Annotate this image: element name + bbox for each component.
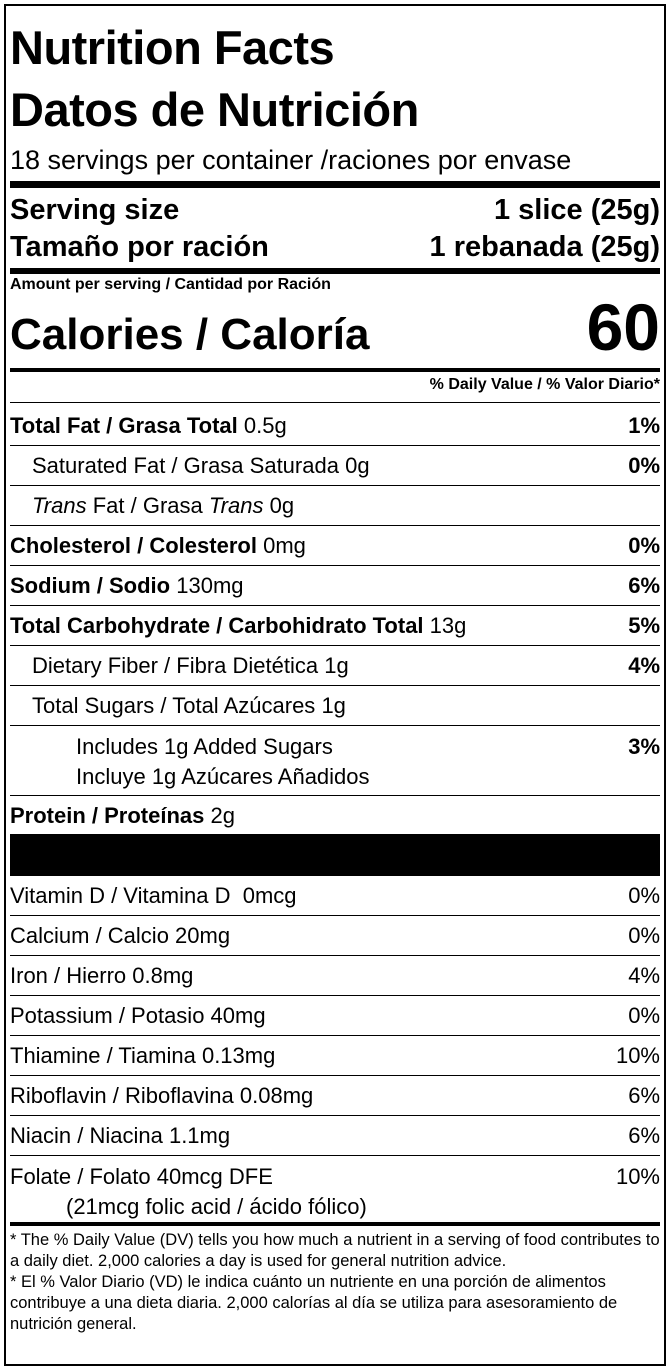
nutrient-amount: 130mg xyxy=(176,573,244,598)
nutrient-percent: 4% xyxy=(628,653,660,678)
medium-divider xyxy=(10,368,660,372)
nutrient-percent: 3% xyxy=(628,734,660,759)
vitamin-row-riboflavin xyxy=(10,1076,660,1116)
nutrient-percent: 0% xyxy=(628,533,660,558)
trans-word: Trans xyxy=(32,493,87,518)
nutrient-row-sodium xyxy=(10,566,660,606)
nutrient-amount: 0mg xyxy=(263,533,306,558)
nutrient-row-added-sugars xyxy=(10,726,660,796)
vitamin-row-potassium xyxy=(10,996,660,1036)
footnote-english: * The % Daily Value (DV) tells you how much a nutrient in a serving of food contributes to a daily diet. 2,000 calories a day is used for general nutrition advice. xyxy=(10,1231,660,1270)
nutrient-amount: 13g xyxy=(429,613,467,638)
vitamin-text: Riboflavin / Riboflavina 0.08mg xyxy=(10,1083,314,1108)
amount-per-serving: Amount per serving / Cantidad por Ración xyxy=(10,276,331,293)
nutrition-facts-label xyxy=(4,4,666,1366)
trans-word: Trans xyxy=(208,493,264,518)
nutrient-percent: 0% xyxy=(628,453,660,478)
vitamin-text: Thiamine / Tiamina 0.13mg xyxy=(10,1043,276,1068)
serving-size-value: 1 slice (25g) xyxy=(493,194,660,226)
nutrient-name: Total Fat / Grasa Total xyxy=(10,413,238,438)
footnote-spanish: * El % Valor Diario (VD) le indica cuánto un nutriente en una porción de alimentos contribuye a una dieta diaria. 2,000 calorías al día se utiliza para asesoramiento de nutrición general. xyxy=(10,1273,618,1333)
vitamin-row-iron xyxy=(10,956,660,996)
vitamin-row-folate xyxy=(10,1156,660,1220)
vitamin-text: Vitamin D / Vitamina D 0mcg xyxy=(10,883,297,908)
daily-value-header: % Daily Value / % Valor Diario* xyxy=(429,376,660,393)
vitamin-percent: 10% xyxy=(615,1164,660,1189)
title-english: Nutrition Facts xyxy=(10,21,335,74)
servings-per-container: 18 servings per container /raciones por envase xyxy=(10,145,572,175)
thick-divider xyxy=(10,268,660,274)
vitamin-text: Folate / Folato 40mcg DFE xyxy=(10,1164,273,1189)
vitamin-row-vitamin-d xyxy=(10,876,660,916)
nutrient-row-dietary-fiber xyxy=(10,646,660,686)
tamano-label: Tamaño por ración xyxy=(10,231,269,263)
added-sugars-spanish: Incluye 1g Azúcares Añadidos xyxy=(76,764,370,789)
vitamin-text: Niacin / Niacina 1.1mg xyxy=(10,1123,231,1148)
vitamin-row-thiamine xyxy=(10,1036,660,1076)
vitamin-percent: 0% xyxy=(628,923,660,948)
nutrient-percent: 6% xyxy=(628,573,660,598)
vitamin-text: Potassium / Potasio 40mg xyxy=(10,1003,266,1028)
added-sugars-english: Includes 1g Added Sugars xyxy=(76,734,333,759)
thick-black-bar xyxy=(10,834,660,876)
tamano-value: 1 rebanada (25g) xyxy=(429,231,660,263)
nutrient-amount: 0.5g xyxy=(243,413,287,438)
tamano-row xyxy=(10,229,660,265)
nutrient-name: Cholesterol / Colesterol xyxy=(10,533,257,558)
nutrient-amount: 0g xyxy=(345,453,370,478)
nutrient-row-trans-fat xyxy=(10,486,660,526)
vitamin-percent: 4% xyxy=(628,963,660,988)
nutrient-row-total-carbohydrate xyxy=(10,606,660,646)
thick-divider xyxy=(10,181,660,188)
calories-label: Calories / Caloría xyxy=(10,310,370,359)
nutrient-row-cholesterol xyxy=(10,526,660,566)
nutrient-row-saturated-fat xyxy=(10,446,660,486)
serving-size-label: Serving size xyxy=(10,194,180,226)
vitamin-text: Calcium / Calcio 20mg xyxy=(10,923,231,948)
title-spanish: Datos de Nutrición xyxy=(10,83,419,136)
nutrient-amount: 1g xyxy=(321,693,346,718)
nutrient-amount: 0g xyxy=(269,493,295,518)
nutrient-amount: 2g xyxy=(210,803,235,828)
nutrient-name: Sodium / Sodio xyxy=(10,573,171,598)
vitamin-percent: 0% xyxy=(628,1003,660,1028)
nutrient-name: Total Carbohydrate / Carbohidrato Total xyxy=(10,613,424,638)
medium-divider xyxy=(10,1222,660,1226)
vitamin-row-calcium xyxy=(10,916,660,956)
nutrient-percent: 1% xyxy=(628,413,660,438)
nutrient-row-total-fat xyxy=(10,406,660,446)
nutrient-name: Total Sugars / Total Azúcares xyxy=(32,693,316,718)
vitamin-percent: 6% xyxy=(628,1123,660,1148)
vitamin-percent: 0% xyxy=(628,883,660,908)
nutrient-row-protein xyxy=(10,796,660,836)
calories-value: 60 xyxy=(586,290,660,364)
nutrient-percent: 5% xyxy=(628,613,660,638)
vitamin-text: Iron / Hierro 0.8mg xyxy=(10,963,194,988)
vitamin-percent: 6% xyxy=(628,1083,660,1108)
divider xyxy=(10,402,660,403)
folate-sub-text: (21mcg folic acid / ácido fólico) xyxy=(66,1194,367,1219)
trans-fat-text: Fat / Grasa xyxy=(86,493,209,518)
serving-size-row xyxy=(10,192,660,228)
vitamin-row-niacin xyxy=(10,1116,660,1156)
nutrient-amount: 1g xyxy=(324,653,349,678)
nutrient-row-total-sugars xyxy=(10,686,660,726)
nutrient-name: Saturated Fat / Grasa Saturada xyxy=(32,453,339,478)
vitamin-percent: 10% xyxy=(615,1043,660,1068)
nutrient-name: Protein / Proteínas xyxy=(10,803,205,828)
footnote xyxy=(10,1230,660,1335)
nutrient-name: Dietary Fiber / Fibra Dietética xyxy=(32,653,319,678)
